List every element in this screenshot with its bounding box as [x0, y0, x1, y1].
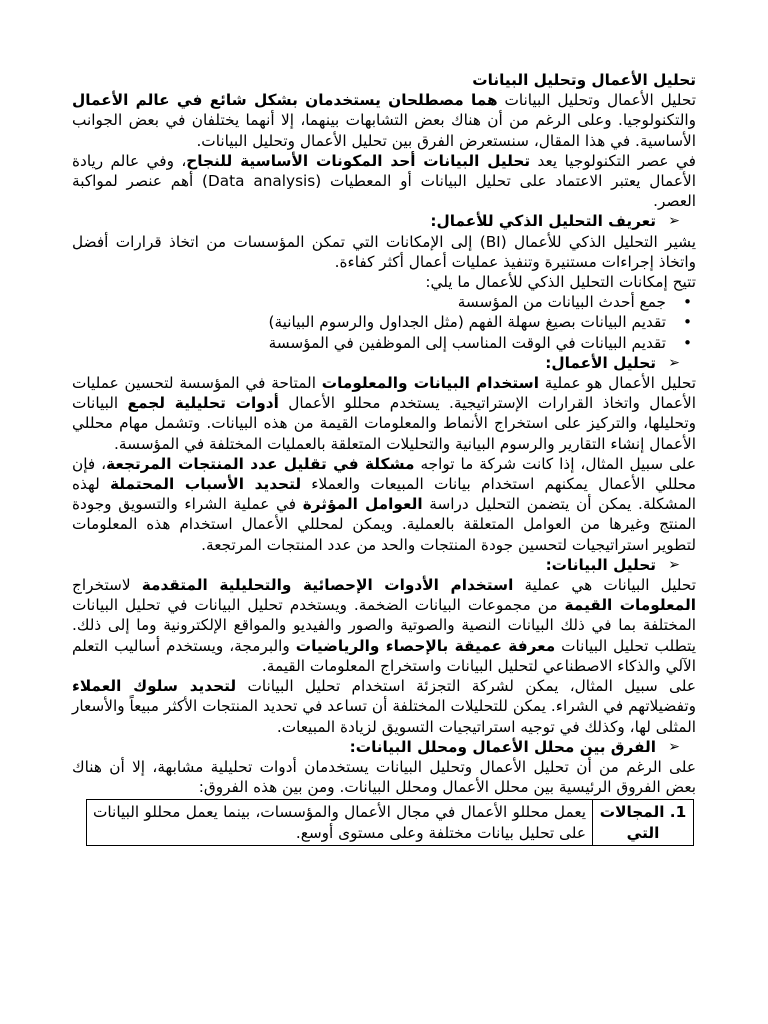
section-heading-diff: [72, 737, 696, 757]
intro-text: تحليل الأعمال وتحليل البيانات: [497, 91, 696, 110]
arrow-bullet-icon: ➢: [668, 556, 680, 573]
data-paragraph-1: [72, 575, 696, 676]
body-bold: أدوات تحليلية لجمع: [127, 394, 279, 413]
body-text: على سبيل المثال، إذا كانت شركة ما تواجه: [414, 454, 696, 473]
heading-text: تعريف التحليل الذكي للأعمال:: [430, 212, 656, 231]
table-row: [87, 800, 694, 845]
bi-paragraph-1: يشير التحليل الذكي للأعمال (BI) إلى الإمكانات التي تمكن المؤسسات من اتخاذ قرارات أفضل واتخاذ إجراءات مستنيرة وتنفيذ عمليات أعمال أكثر كفاءة.: [72, 232, 696, 271]
arrow-bullet-icon: ➢: [668, 213, 680, 230]
differences-table: [86, 799, 694, 845]
intro-text: في عصر التكنولوجيا يعد: [530, 151, 696, 170]
section-heading-bi: [72, 211, 696, 231]
body-bold: لتحديد الأسباب المحتملة: [109, 475, 302, 494]
section-heading-business: [72, 353, 696, 373]
body-text: تحليل الأعمال هو عملية: [538, 374, 696, 393]
body-bold: استخدام الأدوات الإحصائية والتحليلية المتقدمة: [141, 576, 514, 595]
body-bold: العوامل المؤثرة: [302, 495, 423, 514]
business-paragraph-2: [72, 454, 696, 555]
heading-text: تحليل الأعمال:: [545, 353, 656, 372]
body-text: تحليل البيانات هي عملية: [513, 576, 697, 595]
heading-text: الفرق بين محلل الأعمال ومحلل البيانات:: [349, 737, 656, 756]
document-title: تحليل الأعمال وتحليل البيانات: [472, 71, 696, 89]
body-text: وتفضيلاتهم في الشراء. يمكن للتحليلات المختلفة أن تساعد في تحديد المنتجات الأكثر مبيعاً والأسعار المثلى لها، وكذلك في توجيه استراتيجيات التسويق لزيادة المبيعات.: [72, 697, 696, 736]
body-text: لهذه المشكلة. يمكن أن يتضمن التحليل دراسة: [72, 475, 697, 514]
intro-bold: تحليل البيانات أحد المكونات الأساسية للنجاح: [186, 151, 531, 170]
intro-text: والتكنولوجيا. وعلى الرغم من أن هناك بعض التشابهات بينهما، إلا أنهما يختلفان في بعض الجوانب الأساسية. في هذا المقال، سنستعرض الفرق بين تحليل الأعمال وتحليل البيانات.: [72, 111, 696, 150]
body-bold: استخدام البيانات والمعلومات: [321, 374, 539, 393]
diff-paragraph-1: على الرغم من أن تحليل الأعمال وتحليل البيانات يستخدمان أدوات تحليلية مشابهة، إلا أن هناك بعض الفروق الرئيسية بين محلل الأعمال ومحلل البيانات. ومن بين هذه الفروق:: [72, 757, 696, 797]
table-cell-label: 1. المجالات التي: [593, 800, 694, 845]
business-paragraph-1: [72, 373, 696, 454]
arrow-bullet-icon: ➢: [668, 354, 680, 371]
list-item: • تقديم البيانات بصيغ سهلة الفهم (مثل الجداول والرسوم البيانية): [72, 312, 666, 332]
body-bold: المعلومات القيمة: [564, 596, 696, 615]
intro-text: ، وفي عالم ريادة الأعمال يعتبر الاعتماد على تحليل البيانات أو المعطيات (Data analysis) أهم عنصر لمواكبة العصر.: [72, 151, 696, 211]
bi-paragraph-2: تتيح إمكانات التحليل الذكي للأعمال ما يلي:: [425, 273, 696, 292]
intro-paragraph-2: [72, 151, 696, 212]
body-text: لاستخراج: [72, 576, 142, 595]
body-text: من مجموعات البيانات الضخمة. ويستخدم تحليل البيانات في تحليل البيانات المختلفة بما في ذلك البيانات النصية والصوتية والصور والفيديو والمواقع الإلكترونية وما إلى ذلك. يتطلب تحليل البيانات: [72, 596, 696, 655]
intro-paragraph-1: [72, 90, 696, 151]
list-item: • جمع أحدث البيانات من المؤسسة: [72, 292, 666, 312]
list-item: • تقديم البيانات في الوقت المناسب إلى الموظفين في المؤسسة: [72, 333, 666, 353]
section-heading-data: [72, 555, 696, 575]
table-cell-text: يعمل محللو الأعمال في مجال الأعمال والمؤسسات، بينما يعمل محللو البيانات على تحليل بيانات مختلفة وعلى مستوى أوسع.: [87, 800, 593, 845]
intro-bold: هما مصطلحان يستخدمان بشكل شائع في عالم الأعمال: [72, 91, 498, 110]
body-text: البيانات وتحليلها، والتركيز على استخراج الأنماط والمعلومات القيمة من هذه البيانات. وتشمل مهام محللي الأعمال إنشاء التقارير والرسوم البيانية والتحليلات المتعلقة بالعمليات المختلفة في المؤسسة.: [72, 394, 696, 453]
body-text: على سبيل المثال، يمكن لشركة التجزئة استخدام تحليل البيانات: [236, 677, 696, 696]
data-paragraph-2: [72, 676, 696, 737]
body-text: والبرمجة، ويستخدم أساليب التعلم الآلي والذكاء الاصطناعي لتحليل البيانات واستخراج المعلومات القيمة.: [72, 636, 696, 675]
heading-text: تحليل البيانات:: [545, 555, 656, 574]
body-text: المتاحة في المؤسسة لتحسين عمليات الأعمال واتخاذ القرارات الإستراتيجية. يستخدم محللو الأعمال: [72, 374, 696, 413]
body-text: ، فإن محللي الأعمال يمكنهم استخدام بيانات المبيعات والعملاء: [72, 454, 696, 494]
body-bold: لتحديد سلوك العملاء: [72, 677, 237, 696]
arrow-bullet-icon: ➢: [668, 738, 680, 755]
body-text: في عملية الشراء والتسويق وجودة المنتج وغيرها من العوامل المتعلقة بالعملية. ويمكن لمحللي الأعمال استخدام هذه المعلومات لتطوير استراتيجيات لتحسين جودة المنتجات والحد من عدد المنتجات المرتجعة.: [72, 495, 696, 554]
body-bold: مشكلة في تقليل عدد المنتجات المرتجعة: [106, 454, 415, 473]
body-bold: معرفة عميقة بالإحصاء والرياضيات: [295, 636, 556, 655]
bi-bullet-list: [72, 292, 696, 353]
